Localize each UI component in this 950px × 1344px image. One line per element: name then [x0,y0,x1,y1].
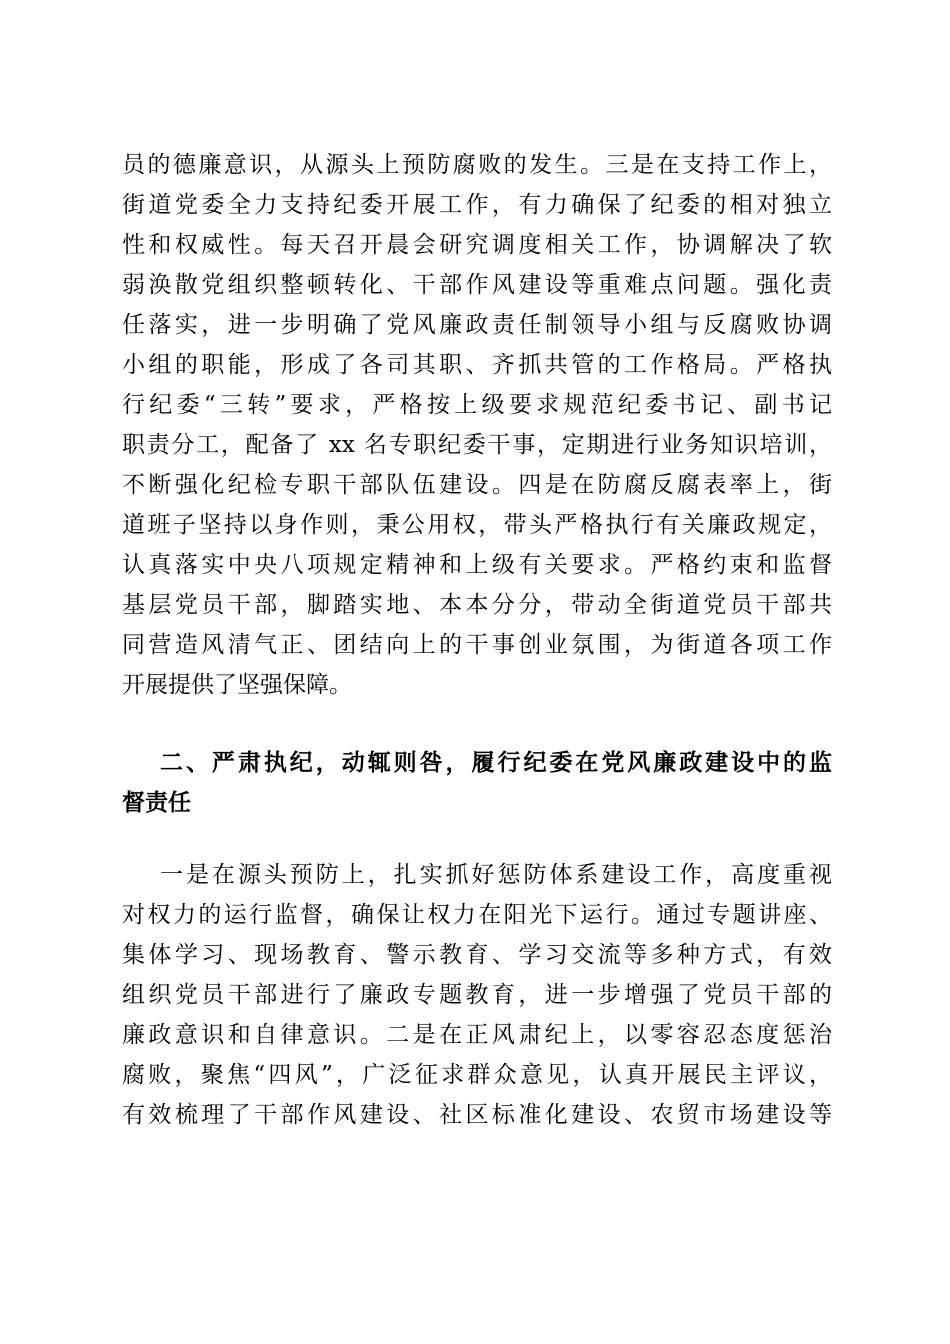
text-line: 对权力的运行监督，确保让权力在阳光下运行。通过专题讲座、 [122,902,832,928]
text-line: 腐败，聚焦“四风”，广泛征求群众意见，认真开展民主评议， [122,1062,832,1088]
text-line: 一是在源头预防上，扎实抓好惩防体系建设工作，高度重视 [160,862,832,888]
paragraph-continued [122,145,832,705]
text-line: 小组的职能，形成了各司其职、齐抓共管的工作格局。严格执 [122,352,832,378]
paragraph-section-2 [122,855,832,1135]
text-line: 街道党委全力支持纪委开展工作，有力确保了纪委的相对独立 [122,192,832,218]
text-line: 职责分工，配备了 xx 名专职纪委干事，定期进行业务知识培训， [122,432,832,458]
text-line: 基层党员干部，脚踏实地、本本分分，带动全街道党员干部共 [122,592,832,618]
text-line: 性和权威性。每天召开晨会研究调度相关工作，协调解决了软 [122,232,832,258]
text-line: 认真落实中央八项规定精神和上级有关要求。严格约束和监督 [122,552,832,578]
heading-line: 二、严肃执纪，动辄则咎，履行纪委在党风廉政建设中的监 [160,750,832,776]
text-line: 有效梳理了干部作风建设、社区标准化建设、农贸市场建设等 [122,1102,832,1128]
text-line: 组织党员干部进行了廉政专题教育，进一步增强了党员干部的 [122,982,832,1008]
text-line: 行纪委“三转”要求，严格按上级要求规范纪委书记、副书记 [122,392,832,418]
text-line: 任落实，进一步明确了党风廉政责任制领导小组与反腐败协调 [122,312,832,338]
text-line: 弱涣散党组织整顿转化、干部作风建设等重难点问题。强化责 [122,272,832,298]
text-line: 道班子坚持以身作则，秉公用权，带头严格执行有关廉政规定， [122,512,832,538]
section-heading [122,743,832,823]
text-line: 廉政意识和自律意识。二是在正风肃纪上，以零容忍态度惩治 [122,1022,832,1048]
text-line: 集体学习、现场教育、警示教育、学习交流等多种方式，有效 [122,942,832,968]
text-line: 同营造风清气正、团结向上的干事创业氛围，为街道各项工作 [122,632,832,658]
text-line: 员的德廉意识，从源头上预防腐败的发生。三是在支持工作上， [122,152,832,178]
text-line: 不断强化纪检专职干部队伍建设。四是在防腐反腐表率上，街 [122,472,832,498]
heading-line: 督责任 [122,790,191,816]
text-line: 开展提供了坚强保障。 [122,672,352,698]
